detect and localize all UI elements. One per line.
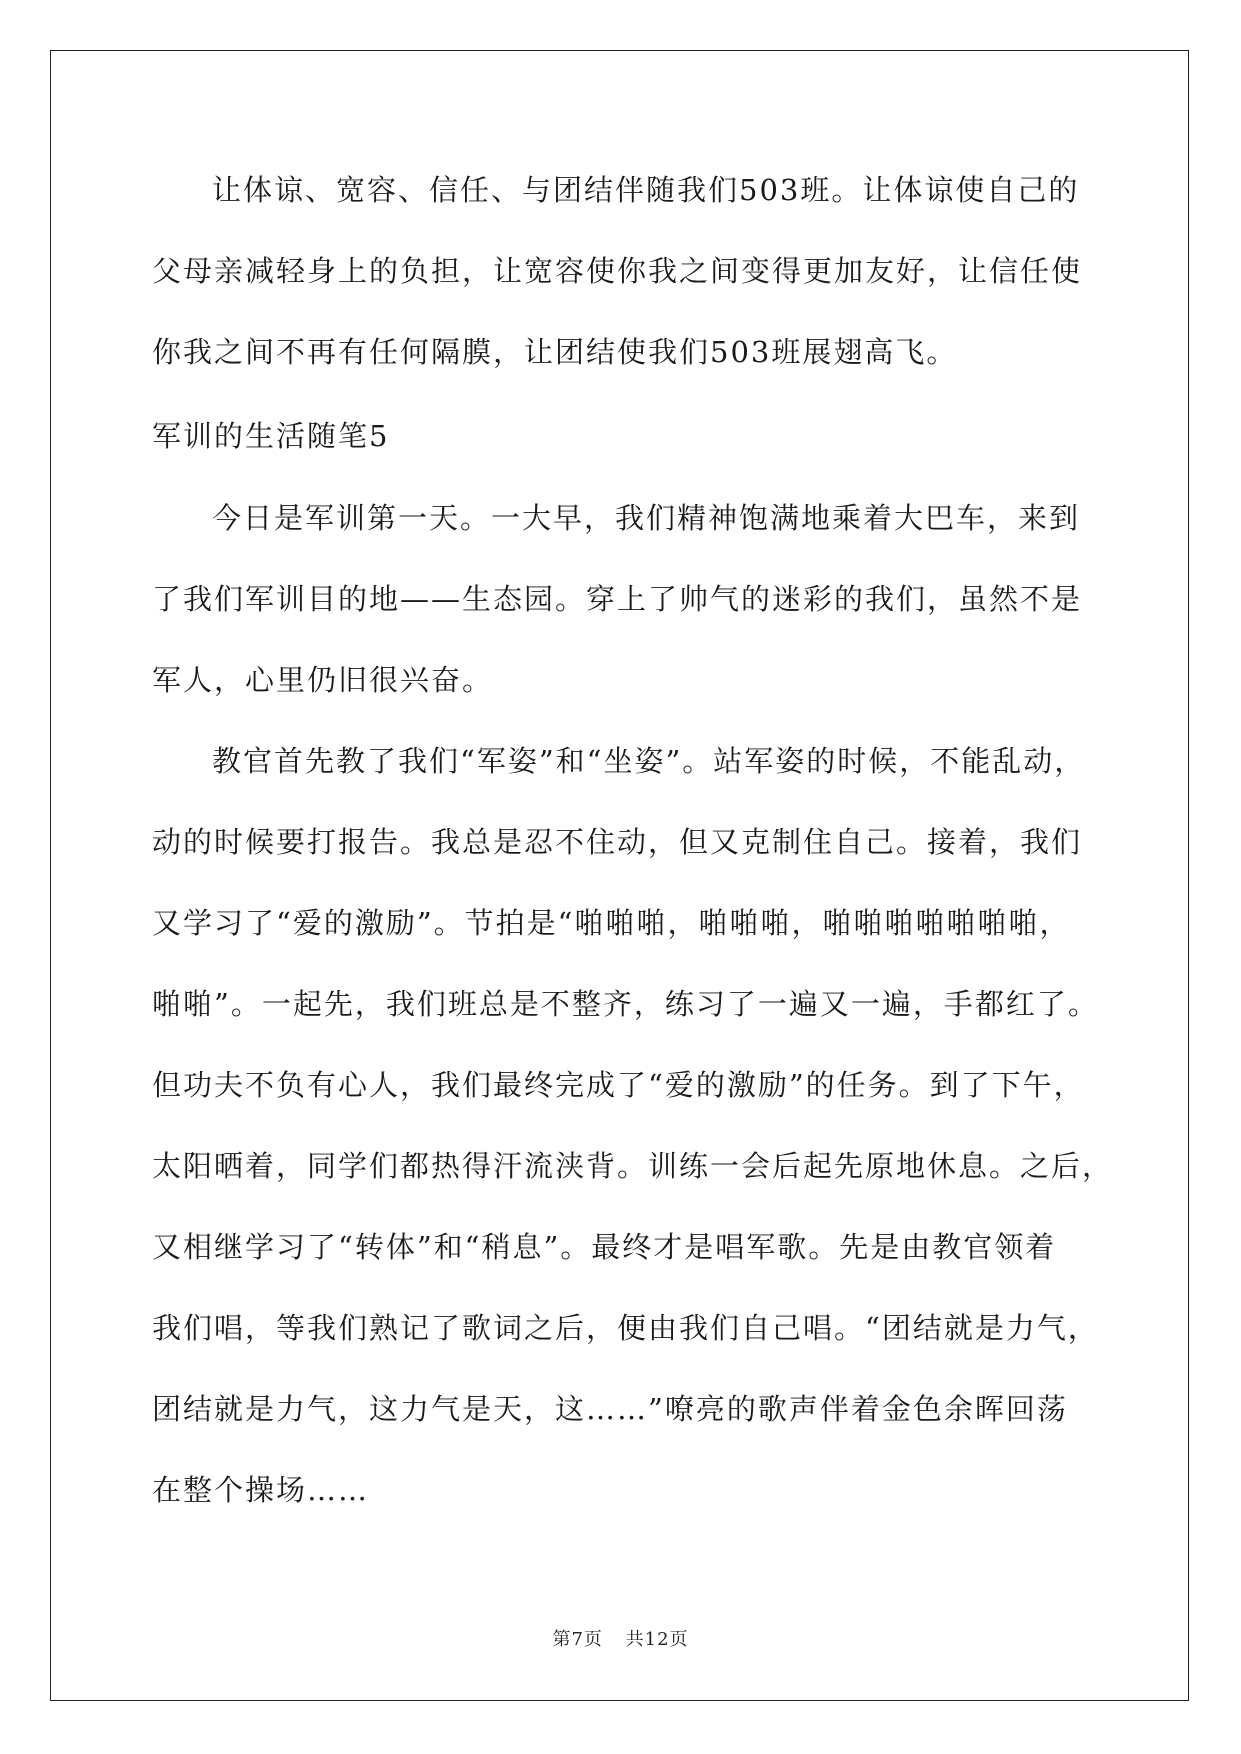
paragraph-2-line-1: 今日是军训第一天。一大早，我们精神饱满地乘着大巴车，来到 xyxy=(212,501,1081,535)
paragraph-1-line-2: 父母亲减轻身上的负担，让宽容使你我之间变得更加友好，让信任使 xyxy=(152,254,1083,288)
section-heading: 军训的生活随笔5 xyxy=(152,419,390,453)
paragraph-3-line-4: 啪啪”。一起先，我们班总是不整齐，练习了一遍又一遍，手都红了。 xyxy=(152,987,1099,1021)
paragraph-3-line-8: 我们唱，等我们熟记了歌词之后，便由我们自己唱。“团结就是力气， xyxy=(152,1311,1099,1345)
paragraph-1-line-1: 让体谅、宽容、信任、与团结伴随我们503班。让体谅使自己的 xyxy=(212,173,1080,207)
page-footer xyxy=(0,1625,1241,1651)
page-border xyxy=(50,50,1189,1701)
paragraph-3-line-9: 团结就是力气，这力气是天，这……”嘹亮的歌声伴着金色余晖回荡 xyxy=(152,1392,1068,1426)
paragraph-2-line-2: 了我们军训目的地——生态园。穿上了帅气的迷彩的我们，虽然不是 xyxy=(152,582,1083,616)
paragraph-3-line-10: 在整个操场…… xyxy=(152,1473,370,1507)
paragraph-3-line-2: 动的时候要打报告。我总是忍不住动，但又克制住自己。接着，我们 xyxy=(152,825,1083,859)
paragraph-3-line-7: 又相继学习了“转体”和“稍息”。最终才是唱军歌。先是由教官领着 xyxy=(152,1230,1057,1264)
paragraph-3-line-5: 但功夫不负有心人，我们最终完成了“爱的激励”的任务。到了下午， xyxy=(152,1068,1085,1102)
paragraph-3-line-1: 教官首先教了我们“军姿”和“坐姿”。站军姿的时候，不能乱动， xyxy=(212,744,1086,778)
page-total: 共12页 xyxy=(625,1629,689,1650)
paragraph-1-line-3: 你我之间不再有任何隔膜，让团结使我们503班展翅高飞。 xyxy=(152,335,958,369)
paragraph-2-line-3: 军人，心里仍旧很兴奋。 xyxy=(152,663,494,697)
paragraph-3-line-3: 又学习了“爱的激励”。节拍是“啪啪啪，啪啪啪，啪啪啪啪啪啪啪， xyxy=(152,906,1071,940)
paragraph-3-line-6: 太阳晒着，同学们都热得汗流浃背。训练一会后起先原地休息。之后， xyxy=(152,1149,1114,1183)
page-number: 第7页 xyxy=(552,1629,603,1650)
